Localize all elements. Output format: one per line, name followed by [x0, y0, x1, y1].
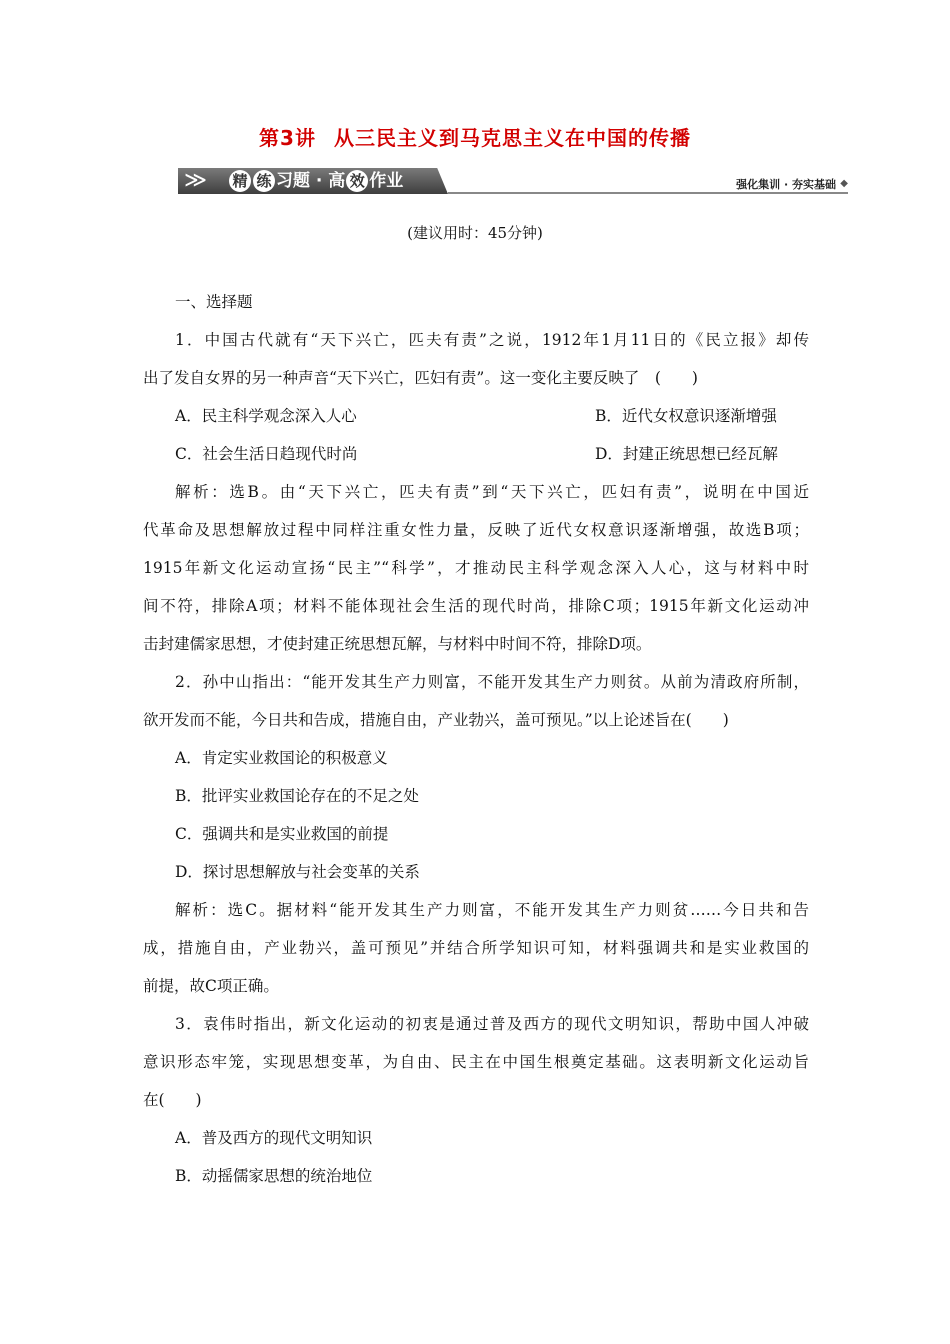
q2-analysis-1: 解析：选C。据材料“能开发其生产力则富，不能开发其生产力则贫……今日共和告 [175, 901, 809, 919]
banner-char-jing: 精 [229, 170, 251, 192]
q1-options-ab [143, 397, 809, 435]
q1-stem-2: 出了发自女界的另一种声音“天下兴亡，匹妇有责”。这一变化主要反映了 ( ) [143, 369, 698, 387]
banner-subtitle: 强化集训 · 夯实基础 [736, 178, 836, 191]
q1-option-d: D．封建正统思想已经瓦解 [595, 445, 778, 463]
banner-text-mid: 习题 · 高 [276, 171, 346, 191]
q3-stem-1: 3．袁伟时指出，新文化运动的初衷是通过普及西方的现代文明知识，帮助中国人冲破 [175, 1015, 809, 1033]
q1-analysis-5: 击封建儒家思想，才使封建正统思想瓦解，与材料中时间不符，排除D项。 [143, 635, 652, 653]
q1-analysis-1: 解析：选B。由“天下兴亡，匹夫有责”到“天下兴亡，匹妇有责”，说明在中国近 [175, 483, 809, 501]
banner-rule [448, 192, 848, 194]
q1-stem-1: 1．中国古代就有“天下兴亡，匹夫有责”之说，1912年1月11日的《民立报》却传 [175, 331, 809, 349]
q1-option-a: A．民主科学观念深入人心 [175, 407, 357, 425]
q1-analysis-4: 间不符，排除A项；材料不能体现社会生活的现代时尚，排除C项；1915年新文化运动冲 [143, 597, 809, 615]
q1-analysis-3: 1915年新文化运动宣扬“民主”“科学”，才推动民主科学观念深入人心，这与材料中时 [143, 559, 809, 577]
q1-option-b: B．近代女权意识逐渐增强 [595, 407, 777, 425]
question-content [143, 283, 809, 1195]
page-title [0, 122, 950, 151]
q3-option-b: B．动摇儒家思想的统治地位 [175, 1167, 373, 1185]
q2-option-d: D．探讨思想解放与社会变革的关系 [175, 863, 420, 881]
q2-option-b: B．批评实业救国论存在的不足之处 [175, 787, 419, 805]
q3-stem-3: 在( ) [143, 1091, 202, 1109]
section-banner [178, 166, 848, 198]
q2-option-a: A．肯定实业救国论的积极意义 [175, 749, 388, 767]
q3-stem-2: 意识形态牢笼，实现思想变革，为自由、民主在中国生根奠定基础。这表明新文化运动旨 [143, 1053, 809, 1071]
banner-label [228, 168, 403, 194]
q2-option-c: C．强调共和是实业救国的前提 [175, 825, 389, 843]
lesson-number: 第3讲 [259, 126, 316, 150]
q2-analysis-3: 前提，故C项正确。 [143, 977, 279, 995]
double-chevron-icon: ≫ [184, 168, 208, 193]
diamond-icon: ◆ [840, 178, 848, 189]
q1-options-cd [143, 435, 809, 473]
q3-option-a: A．普及西方的现代文明知识 [175, 1129, 373, 1147]
banner-char-lian: 练 [253, 170, 275, 192]
section-heading-text: 一、选择题 [175, 293, 253, 311]
banner-text-end: 作业 [369, 171, 404, 191]
q1-analysis-2: 代革命及思想解放过程中同样注重女性力量，反映了近代女权意识逐渐增强，故选B项； [143, 521, 809, 539]
time-note: (建议用时：45分钟) [407, 224, 543, 242]
section-heading [143, 283, 809, 321]
q2-stem-1: 2．孙中山指出：“能开发其生产力则富，不能开发其生产力则贫。从前为清政府所制， [175, 673, 809, 691]
q2-analysis-2: 成，措施自由，产业勃兴，盖可预见”并结合所学知识可知，材料强调共和是实业救国的 [143, 939, 809, 957]
q1-option-c: C．社会生活日趋现代时尚 [175, 445, 358, 463]
lesson-title: 从三民主义到马克思主义在中国的传播 [333, 126, 691, 150]
q2-stem-2: 欲开发而不能，今日共和告成，措施自由，产业勃兴，盖可预见。”以上论述旨在( ) [143, 711, 729, 729]
banner-char-xiao: 效 [346, 170, 368, 192]
